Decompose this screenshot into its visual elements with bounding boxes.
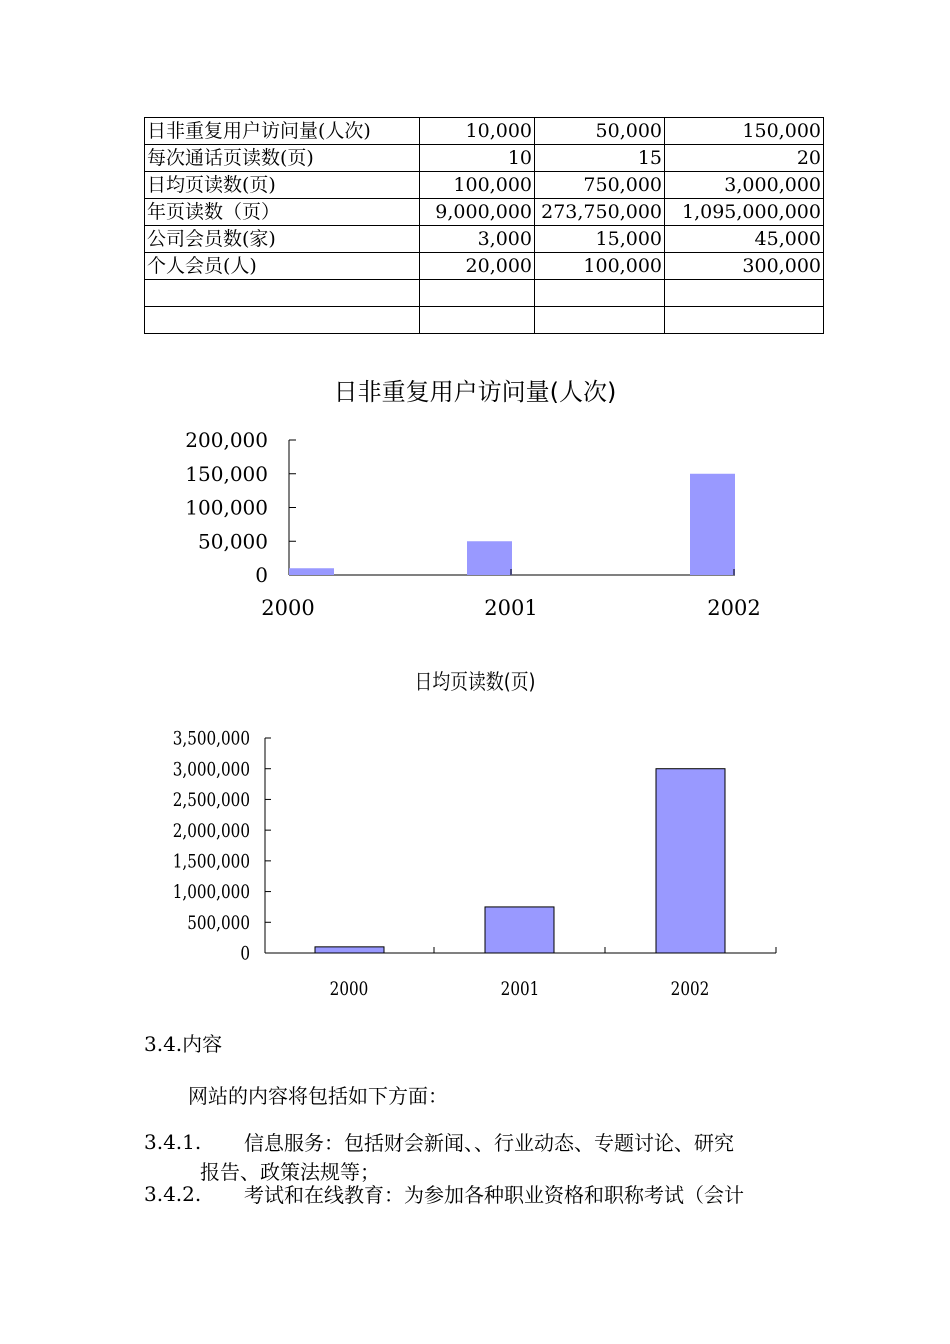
y-tick-label: 50,000 xyxy=(198,529,268,554)
chart-plot xyxy=(0,660,950,1010)
value-cell: 3,000 xyxy=(420,226,535,253)
value-cell: 100,000 xyxy=(420,172,535,199)
x-tick-label: 2000 xyxy=(261,596,315,620)
table-row xyxy=(145,307,824,334)
value-cell: 10 xyxy=(420,145,535,172)
chart-title: 日非重复用户访问量(人次) xyxy=(333,378,617,406)
value-cell: 273,750,000 xyxy=(535,199,665,226)
row-label-cell: 日非重复用户访问量(人次) xyxy=(145,118,420,145)
row-label-cell: 日均页读数(页) xyxy=(145,172,420,199)
x-tick-label: 2002 xyxy=(670,978,710,1001)
row-label-cell: 个人会员(人) xyxy=(145,253,420,280)
x-tick-label: 2001 xyxy=(484,596,538,620)
y-tick-label: 2,500,000 xyxy=(172,789,250,812)
list-item-text: 考试和在线教育：为参加各种职业资格和职称考试（会计 xyxy=(244,1183,744,1207)
y-tick-label: 2,000,000 xyxy=(172,820,250,843)
table-row xyxy=(145,253,824,280)
bar xyxy=(289,568,334,575)
section-intro: 网站的内容将包括如下方面： xyxy=(188,1084,448,1108)
table-row xyxy=(145,280,824,307)
value-cell: 20,000 xyxy=(420,253,535,280)
value-cell: 300,000 xyxy=(665,253,824,280)
list-item-text-continued: 报告、政策法规等； xyxy=(200,1160,380,1184)
value-cell: 750,000 xyxy=(535,172,665,199)
value-cell xyxy=(535,280,665,307)
table-row xyxy=(145,145,824,172)
y-tick-label: 500,000 xyxy=(187,912,250,935)
y-tick-label: 1,000,000 xyxy=(172,881,250,904)
y-tick-label: 100,000 xyxy=(185,495,268,520)
chart-plot xyxy=(0,360,950,640)
value-cell: 15,000 xyxy=(535,226,665,253)
table-row xyxy=(145,118,824,145)
table-row xyxy=(145,226,824,253)
x-tick-label: 2001 xyxy=(500,978,540,1001)
y-tick-label: 1,500,000 xyxy=(172,850,250,874)
chart-title: 日均页读数(页) xyxy=(414,670,536,694)
row-label-cell xyxy=(145,280,420,307)
value-cell: 150,000 xyxy=(665,118,824,145)
list-item-number: 3.4.2. xyxy=(144,1182,202,1206)
y-tick-label: 200,000 xyxy=(185,428,268,452)
row-label-cell xyxy=(145,307,420,334)
value-cell: 50,000 xyxy=(535,118,665,145)
section-heading: 3.4.内容 xyxy=(144,1032,223,1056)
bar xyxy=(690,474,735,575)
bar xyxy=(315,947,384,953)
list-item-number: 3.4.1. xyxy=(144,1130,202,1154)
table-row xyxy=(145,172,824,199)
value-cell: 1,095,000,000 xyxy=(665,199,824,226)
row-label-cell: 年页读数（页） xyxy=(145,199,420,226)
value-cell: 9,000,000 xyxy=(420,199,535,226)
y-tick-label: 3,500,000 xyxy=(172,728,250,751)
value-cell xyxy=(665,307,824,334)
x-tick-label: 2000 xyxy=(329,978,369,1001)
y-tick-label: 150,000 xyxy=(185,461,268,486)
row-label-cell: 公司会员数(家) xyxy=(145,226,420,253)
y-tick-label: 3,000,000 xyxy=(172,758,250,781)
list-item-text: 信息服务：包括财会新闻、、行业动态、专题讨论、研究 xyxy=(244,1131,734,1155)
row-label-cell: 每次通话页读数(页) xyxy=(145,145,420,172)
value-cell xyxy=(420,280,535,307)
value-cell xyxy=(535,307,665,334)
table-row xyxy=(145,199,824,226)
bar xyxy=(467,541,512,575)
value-cell: 15 xyxy=(535,145,665,172)
bar xyxy=(656,769,725,953)
value-cell: 10,000 xyxy=(420,118,535,145)
value-cell: 3,000,000 xyxy=(665,172,824,199)
bar xyxy=(485,907,554,953)
data-table xyxy=(144,117,824,334)
value-cell xyxy=(665,280,824,307)
value-cell: 100,000 xyxy=(535,253,665,280)
value-cell: 45,000 xyxy=(665,226,824,253)
value-cell: 20 xyxy=(665,145,824,172)
y-tick-label: 0 xyxy=(240,943,250,966)
x-tick-label: 2002 xyxy=(707,596,761,620)
y-tick-label: 0 xyxy=(255,563,268,587)
value-cell xyxy=(420,307,535,334)
